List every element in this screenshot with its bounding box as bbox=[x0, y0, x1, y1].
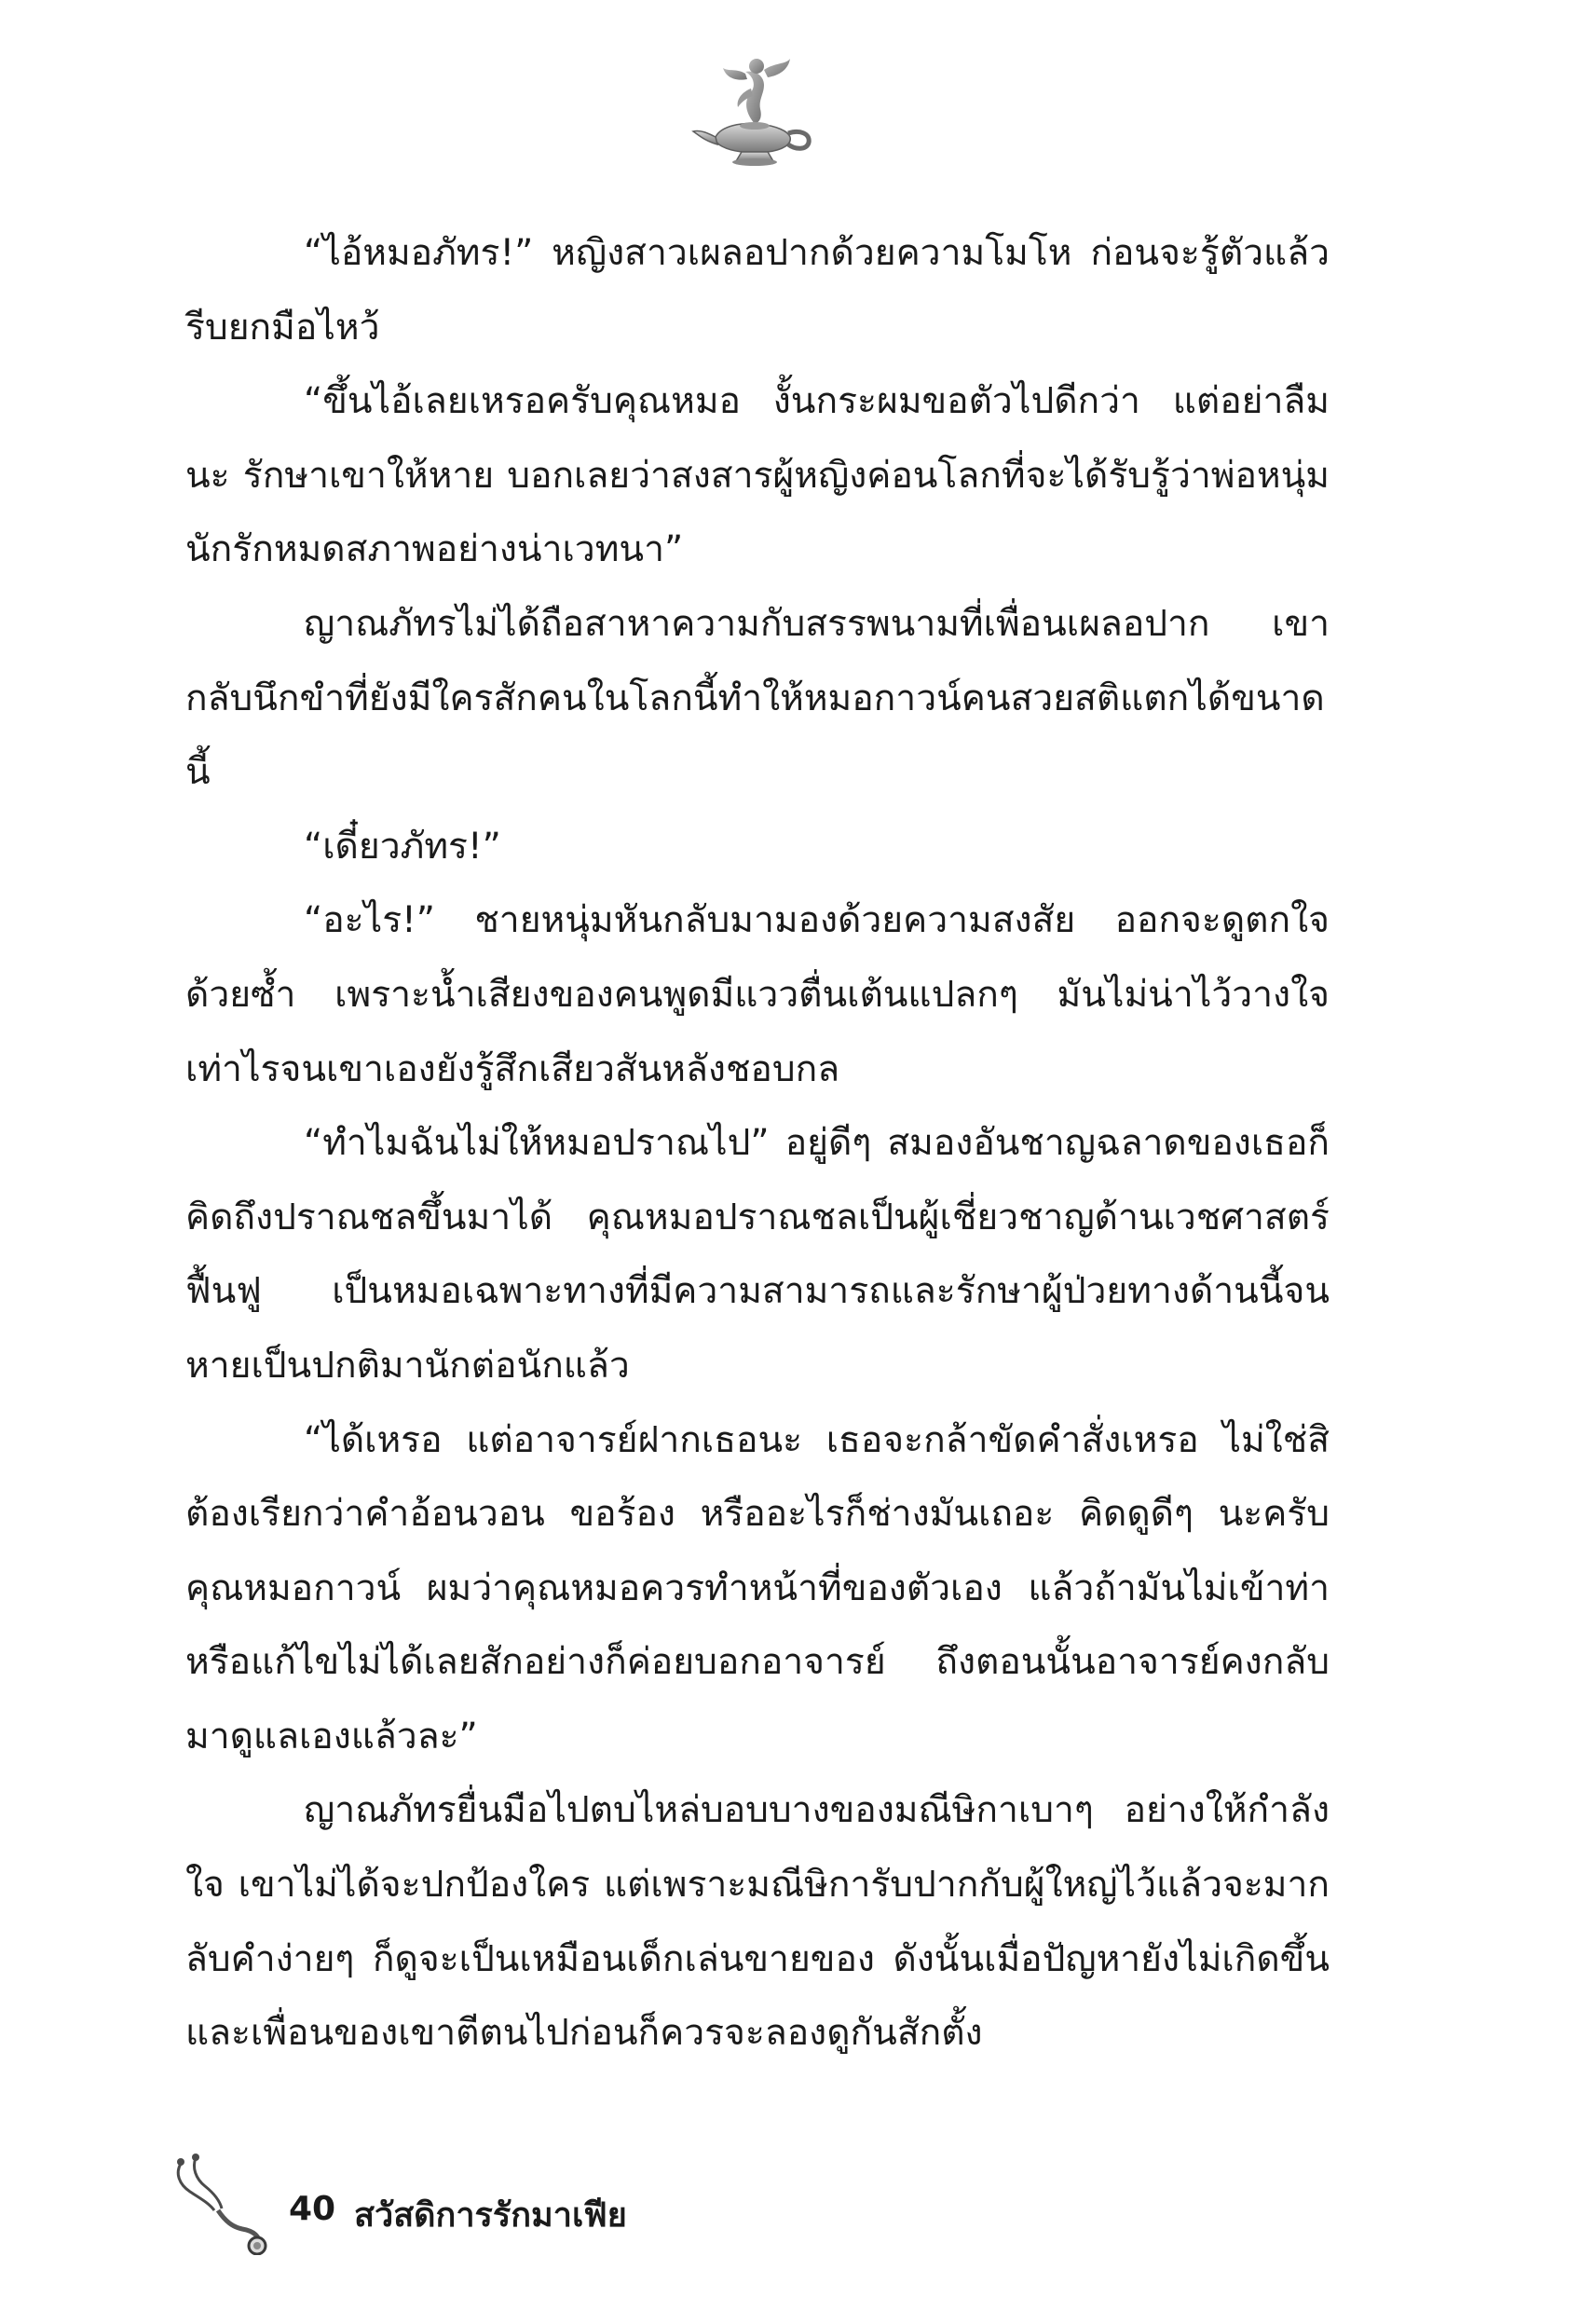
paragraph: “ได้เหรอ แต่อาจารย์ฝากเธอนะ เธอจะกล้าขัดคำสั่งเหรอ ไม่ใช่สิต้องเรียกว่าคำอ้อนวอน ขอร้อง หรืออะไรก็ช่างมันเถอะ คิดดูดีๆ นะครับคุณหมอกาวน์ ผมว่าคุณหมอควรทำหน้าที่ของตัวเอง แล้วถ้ามันไม่เข้าท่าหรือแก้ไขไม่ได้เลยสักอย่างก็ค่อยบอกอาจารย์ ถึงตอนนั้นอาจารย์คงกลับมาดูแลเองแล้วละ” bbox=[185, 1418, 1330, 1757]
paragraph: “อะไร!” ชายหนุ่มหันกลับมามองด้วยความสงสัย ออกจะดูตกใจด้วยซ้ำ เพราะน้ำเสียงของคนพูดมีแววตื่นเต้นแปลกๆ มันไม่น่าไว้วางใจเท่าไรจนเขาเองยังรู้สึกเสียวสันหลังชอบกล bbox=[185, 899, 1330, 1090]
genie-lamp-icon bbox=[689, 51, 820, 172]
paragraph: “ไอ้หมอภัทร!” หญิงสาวเผลอปากด้วยความโมโห ก่อนจะรู้ตัวแล้วรีบยกมือไหว้ bbox=[185, 232, 1330, 349]
paragraph: ญาณภัทรไม่ได้ถือสาหาความกับสรรพนามที่เพื่อนเผลอปาก เขากลับนึกขำที่ยังมีใครสักคนในโลกนี้ทำให้หมอกาวน์คนสวยสติแตกได้ขนาดนี้ bbox=[185, 602, 1330, 794]
page-number: 40 bbox=[289, 2190, 336, 2228]
paragraph: “ทำไมฉันไม่ให้หมอปราณไป” อยู่ดีๆ สมองอันชาญฉลาดของเธอก็คิดถึงปราณชลขึ้นมาได้ คุณหมอปราณชลเป็นผู้เชี่ยวชาญด้านเวชศาสตร์ฟื้นฟู เป็นหมอเฉพาะทางที่มีความสามารถและรักษาผู้ป่วยทางด้านนี้จนหายเป็นปกติมานักต่อนักแล้ว bbox=[185, 1122, 1330, 1387]
paragraph: ญาณภัทรยื่นมือไปตบไหล่บอบบางของมณีษิกาเบาๆ อย่างให้กำลังใจ เขาไม่ได้จะปกป้องใคร แต่เพราะมณีษิการับปากกับผู้ใหญ่ไว้แล้วจะมากลับคำง่ายๆ ก็ดูจะเป็นเหมือนเด็กเล่นขายของ ดังนั้นเมื่อปัญหายังไม่เกิดขึ้นและเพื่อนของเขาตีตนไปก่อนก็ควรจะลองดูกันสักตั้ง bbox=[185, 1789, 1330, 2055]
paragraph: “เดี๋ยวภัทร!” bbox=[304, 825, 501, 868]
page-footer bbox=[168, 2153, 727, 2255]
body-text bbox=[185, 216, 1330, 2071]
paragraph: “ขึ้นไอ้เลยเหรอครับคุณหมอ งั้นกระผมขอตัวไปดีกว่า แต่อย่าลืมนะ รักษาเขาให้หาย บอกเลยว่าสงสารผู้หญิงค่อนโลกที่จะได้รับรู้ว่าพ่อหนุ่มนักรักหมดสภาพอย่างน่าเวทนา” bbox=[185, 380, 1330, 571]
book-title: สวัสดิการรักมาเฟีย bbox=[354, 2196, 627, 2235]
stethoscope-icon bbox=[168, 2153, 280, 2255]
